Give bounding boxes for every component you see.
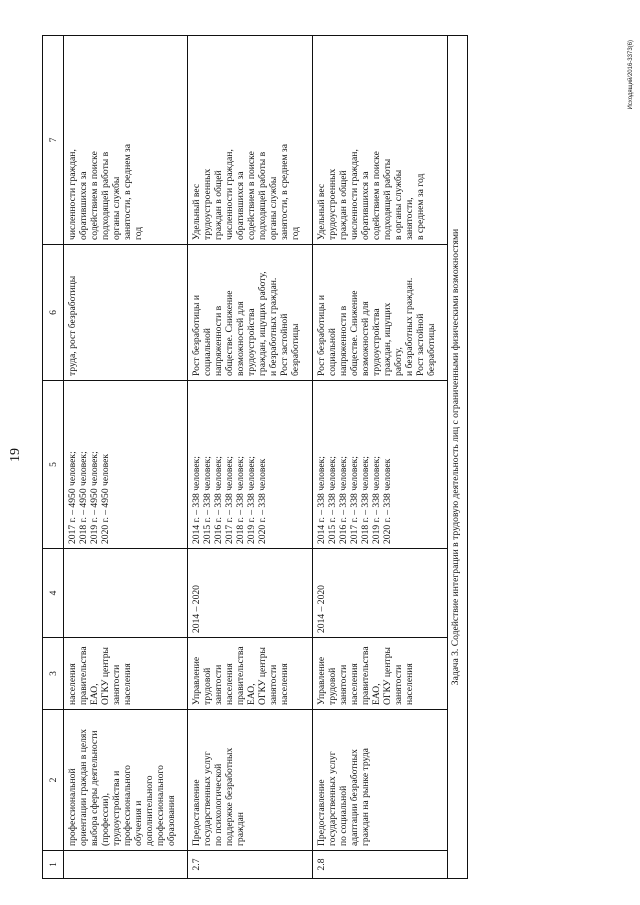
document-code: Исходящий/2016-3373(6)	[628, 40, 634, 110]
column-header: 1	[43, 851, 64, 879]
period: 2014 – 2020	[188, 549, 313, 638]
executor: Управление трудовой занятости населения правительства ЕАО, ОГКУ центры занятости населения	[188, 638, 313, 710]
column-header: 4	[43, 549, 64, 638]
period	[64, 549, 188, 638]
table-row	[313, 36, 448, 879]
task-heading: Задача 3. Содействие интеграции в трудовую деятельность лиц с ограниченными физическими возможностями	[448, 36, 468, 879]
executor: Управление трудовой занятости населения правительства ЕАО, ОГКУ центры занятости населения	[313, 638, 448, 710]
consequence: труда, рост безработицы	[64, 245, 188, 381]
indicator: численности граждан, обратившихся за содействием в поиске подходящей работы в органы службы занятости, в среднем за год	[64, 36, 188, 245]
row-number	[64, 851, 188, 879]
consequence: Рост безработицы и социальной напряженности в обществе. Снижение возможностей для трудоустройства граждан, ищущих работу, и безработных граждан. Рост застойной безработицы	[313, 245, 448, 381]
column-header: 2	[43, 710, 64, 851]
row-number: 2.8	[313, 851, 448, 879]
period: 2014 – 2020	[313, 549, 448, 638]
indicator: Удельный вес трудоустроенных граждан в общей численности граждан, обратившихся за содействием в поиске подходящей работы в органы службы занятости, в среднем за год	[313, 36, 448, 245]
task-row	[448, 36, 468, 879]
program-measures-table	[42, 35, 468, 879]
measure-name: Предоставление государственных услуг по психологической поддержке безработных граждан	[188, 710, 313, 851]
column-header: 3	[43, 638, 64, 710]
column-header: 6	[43, 245, 64, 381]
page-number: 19	[8, 448, 23, 462]
table-row	[188, 36, 313, 879]
row-number: 2.7	[188, 851, 313, 879]
measure-name: профессиональной ориентации граждан в целях выбора сферы деятельности (профессии), трудоустройства и профессионального обучения и дополнительного профессионального образования	[64, 710, 188, 851]
expected-result: 2014 г. – 338 человек; 2015 г. – 338 человек; 2016 г. – 338 человек; 2017 г. – 338 человек; 2018 г. – 338 человек; 2019 г. – 338 человек; 2020 г. – 338 человек	[188, 381, 313, 549]
header-row	[43, 36, 64, 879]
executor: населения правительства ЕАО, ОГКУ центры занятости населения	[64, 638, 188, 710]
indicator: Удельный вес трудоустроенных граждан в общей численности граждан, обратившихся за содействием в поиске подходящей работы в органы службы занятости, в среднем за год	[188, 36, 313, 245]
expected-result: 2014 г. – 338 человек; 2015 г. – 338 человек; 2016 г. – 338 человек; 2017 г. – 338 человек; 2018 г. – 338 человек; 2019 г. – 338 человек; 2020 г. – 338 человек	[313, 381, 448, 549]
column-header: 5	[43, 381, 64, 549]
expected-result: 2017 г. – 4950 человек; 2018 г. – 4950 человек; 2019 г. – 4950 человек; 2020 г. – 4950 человек	[64, 381, 188, 549]
column-header: 7	[43, 36, 64, 245]
consequence: Рост безработицы и социальной напряженности в обществе. Снижение возможностей для трудоустройства граждан, ищущих работу, и безработных граждан. Рост застойной безработицы	[188, 245, 313, 381]
table-row	[64, 36, 188, 879]
measure-name: Предоставление государственных услуг по социальной адаптации безработных граждан на рынке труда	[313, 710, 448, 851]
